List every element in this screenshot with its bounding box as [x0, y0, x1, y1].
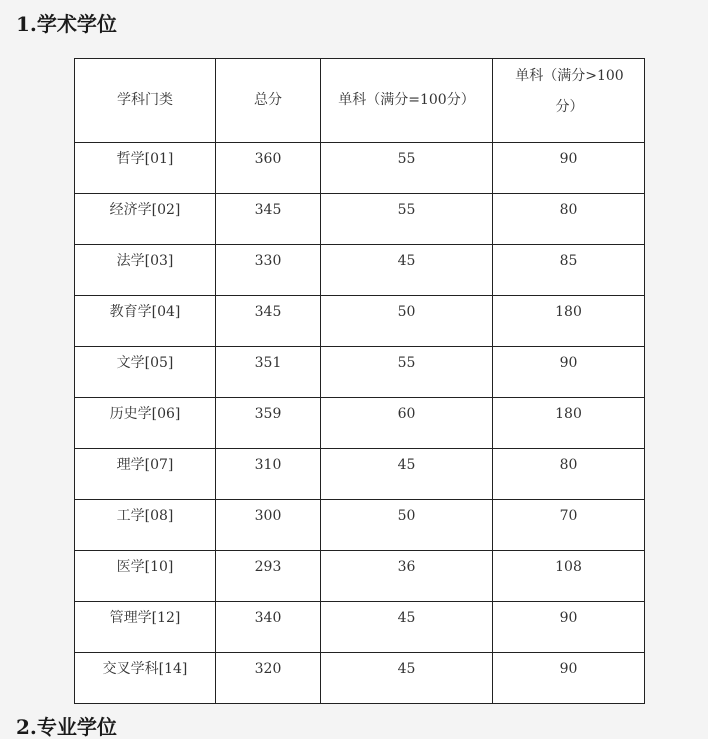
single-subject-100-cell: 45 — [321, 602, 493, 653]
section-title-professional: 2.专业学位 — [16, 715, 117, 739]
single-subject-100-cell: 55 — [321, 143, 493, 194]
single-subject-100-cell: 45 — [321, 449, 493, 500]
single-subject-over-100-cell: 180 — [493, 296, 645, 347]
discipline-cell: 医学[10] — [75, 551, 216, 602]
total-score-cell: 293 — [216, 551, 321, 602]
single-subject-over-100-cell: 80 — [493, 194, 645, 245]
table-body — [75, 143, 645, 704]
single-subject-100-cell: 36 — [321, 551, 493, 602]
single-subject-over-100-cell: 90 — [493, 602, 645, 653]
header-discipline: 学科门类 — [75, 59, 216, 143]
total-score-cell: 310 — [216, 449, 321, 500]
single-subject-100-cell: 55 — [321, 347, 493, 398]
single-subject-over-100-cell: 70 — [493, 500, 645, 551]
single-subject-over-100-cell: 85 — [493, 245, 645, 296]
header-total-score: 总分 — [216, 59, 321, 143]
total-score-cell: 330 — [216, 245, 321, 296]
header-single-subject-100: 单科（满分=100分） — [321, 59, 493, 143]
discipline-cell: 交叉学科[14] — [75, 653, 216, 704]
total-score-cell: 340 — [216, 602, 321, 653]
table-row — [75, 398, 645, 449]
discipline-cell: 管理学[12] — [75, 602, 216, 653]
discipline-cell: 哲学[01] — [75, 143, 216, 194]
single-subject-over-100-cell: 108 — [493, 551, 645, 602]
table-row — [75, 143, 645, 194]
single-subject-over-100-cell: 90 — [493, 347, 645, 398]
single-subject-over-100-cell: 90 — [493, 653, 645, 704]
total-score-cell: 345 — [216, 296, 321, 347]
table-header-row — [75, 59, 645, 143]
table-row — [75, 500, 645, 551]
table-row — [75, 653, 645, 704]
table-row — [75, 551, 645, 602]
discipline-cell: 教育学[04] — [75, 296, 216, 347]
table-row — [75, 296, 645, 347]
table-row — [75, 347, 645, 398]
section-title-academic: 1.学术学位 — [16, 12, 117, 36]
discipline-cell: 历史学[06] — [75, 398, 216, 449]
table-row — [75, 449, 645, 500]
discipline-cell: 经济学[02] — [75, 194, 216, 245]
discipline-cell: 文学[05] — [75, 347, 216, 398]
total-score-cell: 345 — [216, 194, 321, 245]
discipline-cell: 工学[08] — [75, 500, 216, 551]
single-subject-over-100-cell: 80 — [493, 449, 645, 500]
table-row — [75, 602, 645, 653]
total-score-cell: 359 — [216, 398, 321, 449]
single-subject-100-cell: 45 — [321, 245, 493, 296]
single-subject-100-cell: 50 — [321, 296, 493, 347]
single-subject-100-cell: 60 — [321, 398, 493, 449]
single-subject-100-cell: 50 — [321, 500, 493, 551]
single-subject-100-cell: 45 — [321, 653, 493, 704]
header-single-subject-over-100: 单科（满分>100分） — [493, 59, 645, 143]
discipline-cell: 理学[07] — [75, 449, 216, 500]
single-subject-over-100-cell: 90 — [493, 143, 645, 194]
single-subject-100-cell: 55 — [321, 194, 493, 245]
discipline-cell: 法学[03] — [75, 245, 216, 296]
score-table — [74, 58, 645, 704]
table-row — [75, 245, 645, 296]
total-score-cell: 300 — [216, 500, 321, 551]
total-score-cell: 351 — [216, 347, 321, 398]
total-score-cell: 360 — [216, 143, 321, 194]
table-row — [75, 194, 645, 245]
single-subject-over-100-cell: 180 — [493, 398, 645, 449]
total-score-cell: 320 — [216, 653, 321, 704]
